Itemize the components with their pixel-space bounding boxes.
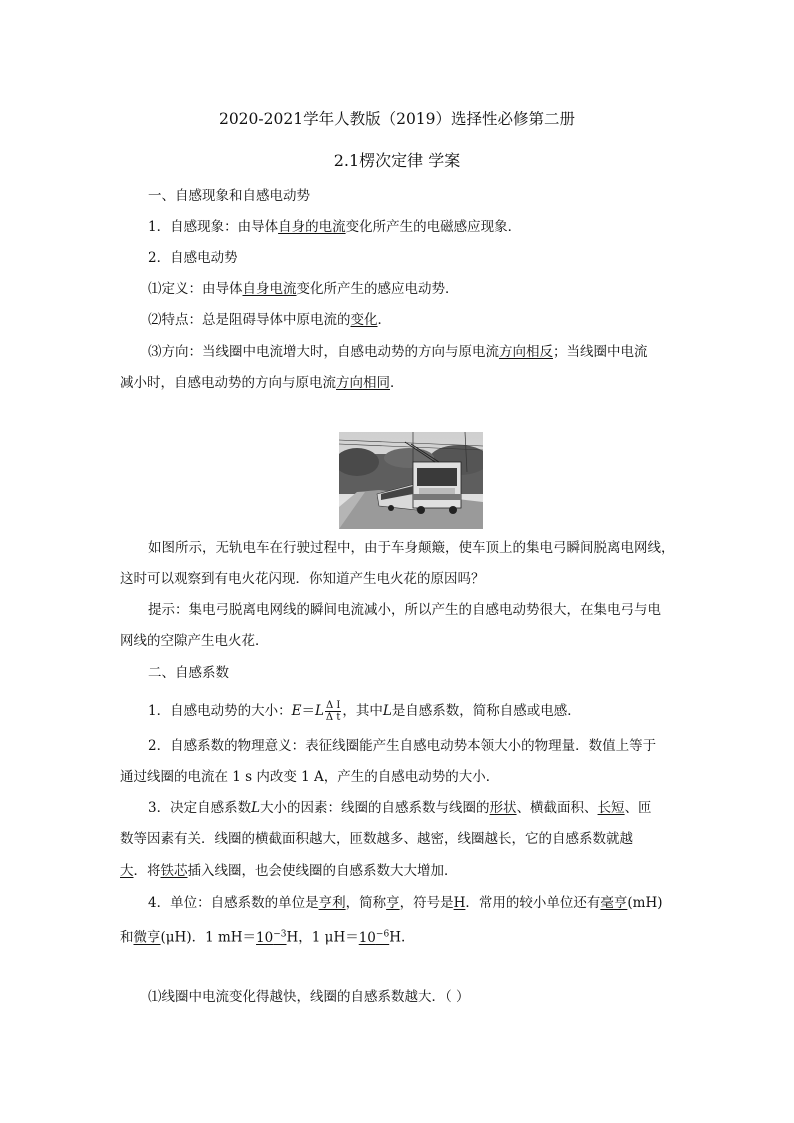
- hint-line2: 网线的空隙产生电火花．: [120, 633, 269, 649]
- paragraph-self-induced-emf: 2．自感电动势: [148, 250, 238, 266]
- trolleybus-photo: [339, 432, 483, 529]
- answer-underline: 毫亨: [600, 895, 628, 911]
- answer-underline: 形状: [489, 800, 517, 816]
- answer-underline: $10^{-6}$: [358, 929, 390, 946]
- factors-line1: 3．决定自感系数L大小的因素：线圈的自感系数与线圈的形状、横截面积、长短、匝: [148, 800, 652, 816]
- paragraph-direction: ⑶方向：当线圈中电流增大时，自感电动势的方向与原电流方向相反；当线圈中电流: [148, 344, 648, 360]
- discussion-question-line1: 如图所示，无轨电车在行驶过程中，由于车身颠簸，使车顶上的集电弓瞬间脱离电网线，: [148, 540, 675, 556]
- answer-underline: 自身的电流: [278, 219, 346, 235]
- answer-underline: 亨: [386, 895, 400, 911]
- answer-underline: $10^{-3}$: [256, 929, 287, 946]
- answer-underline: 变化: [350, 312, 378, 328]
- answer-underline: 自身电流: [242, 281, 297, 297]
- factors-line3: 大．将铁芯插入线圈，也会使线圈的自感系数大大增加．: [120, 863, 458, 879]
- answer-underline: 方向相反: [499, 344, 553, 360]
- unit-line2: 和微亨(μH)．1 $mH=10^{-3}H$，1 $\mu H=10^{-6}H$.: [120, 929, 406, 946]
- meaning-line2: 通过线圈的电流在 1 s 内改变 1 A，产生的自感电动势的大小．: [120, 769, 500, 785]
- meaning-line1: 2．自感系数的物理意义：表征线圈能产生自感电动势本领大小的物理量．数值上等于: [148, 738, 657, 754]
- answer-underline: 大: [120, 863, 134, 879]
- judgement-question: ⑴线圈中电流变化得越快，线圈的自感系数越大．（ ）: [148, 989, 470, 1005]
- fraction: $\frac{\text{Δ I}}{\text{Δ t}}$: [325, 700, 341, 723]
- answer-underline: 亨利: [318, 895, 346, 911]
- section-heading-2: 二、自感系数: [148, 665, 229, 681]
- lesson-title: 2.1楞次定律 学案: [333, 151, 461, 170]
- hint-line1: 提示：集电弓脱离电网线的瞬间电流减小，所以产生的自感电动势很大，在集电弓与电: [148, 602, 661, 618]
- paragraph-definition: ⑴定义：由导体自身电流变化所产生的感应电动势．: [148, 281, 459, 297]
- document-title: 2020-2021学年人教版（2019）选择性必修第二册: [218, 110, 576, 128]
- answer-underline: 微亨: [133, 929, 161, 946]
- paragraph-self-induction-phenomenon: 1．自感现象：由导体自身的电流变化所产生的电磁感应现象．: [148, 219, 522, 235]
- unit-line1: 4．单位：自感系数的单位是亨利，简称亨，符号是H．常用的较小单位还有毫亨(mH): [148, 895, 663, 911]
- paragraph-feature: ⑵特点：总是阻碍导体中原电流的变化．: [148, 312, 391, 328]
- answer-underline: 方向相同: [336, 375, 390, 391]
- formula-paragraph: 1．自感电动势的大小：E＝L $\frac{\text{Δ I}}{\text{Δ t}}$ ，其中L是自感系数，简称自感或电感．: [148, 700, 581, 723]
- paragraph-direction-cont: 减小时，自感电动势的方向与原电流方向相同．: [120, 375, 404, 391]
- discussion-question-line2: 这时可以观察到有电火花闪现．你知道产生电火花的原因吗？: [120, 571, 485, 587]
- answer-underline: H: [453, 895, 466, 911]
- answer-underline: 铁芯: [160, 863, 188, 879]
- section-heading-1: 一、自感现象和自感电动势: [148, 188, 310, 204]
- answer-underline: 长短: [597, 800, 625, 816]
- factors-line2: 数等因素有关．线圈的横截面积越大，匝数越多、越密，线圈越长，它的自感系数就越: [120, 831, 633, 847]
